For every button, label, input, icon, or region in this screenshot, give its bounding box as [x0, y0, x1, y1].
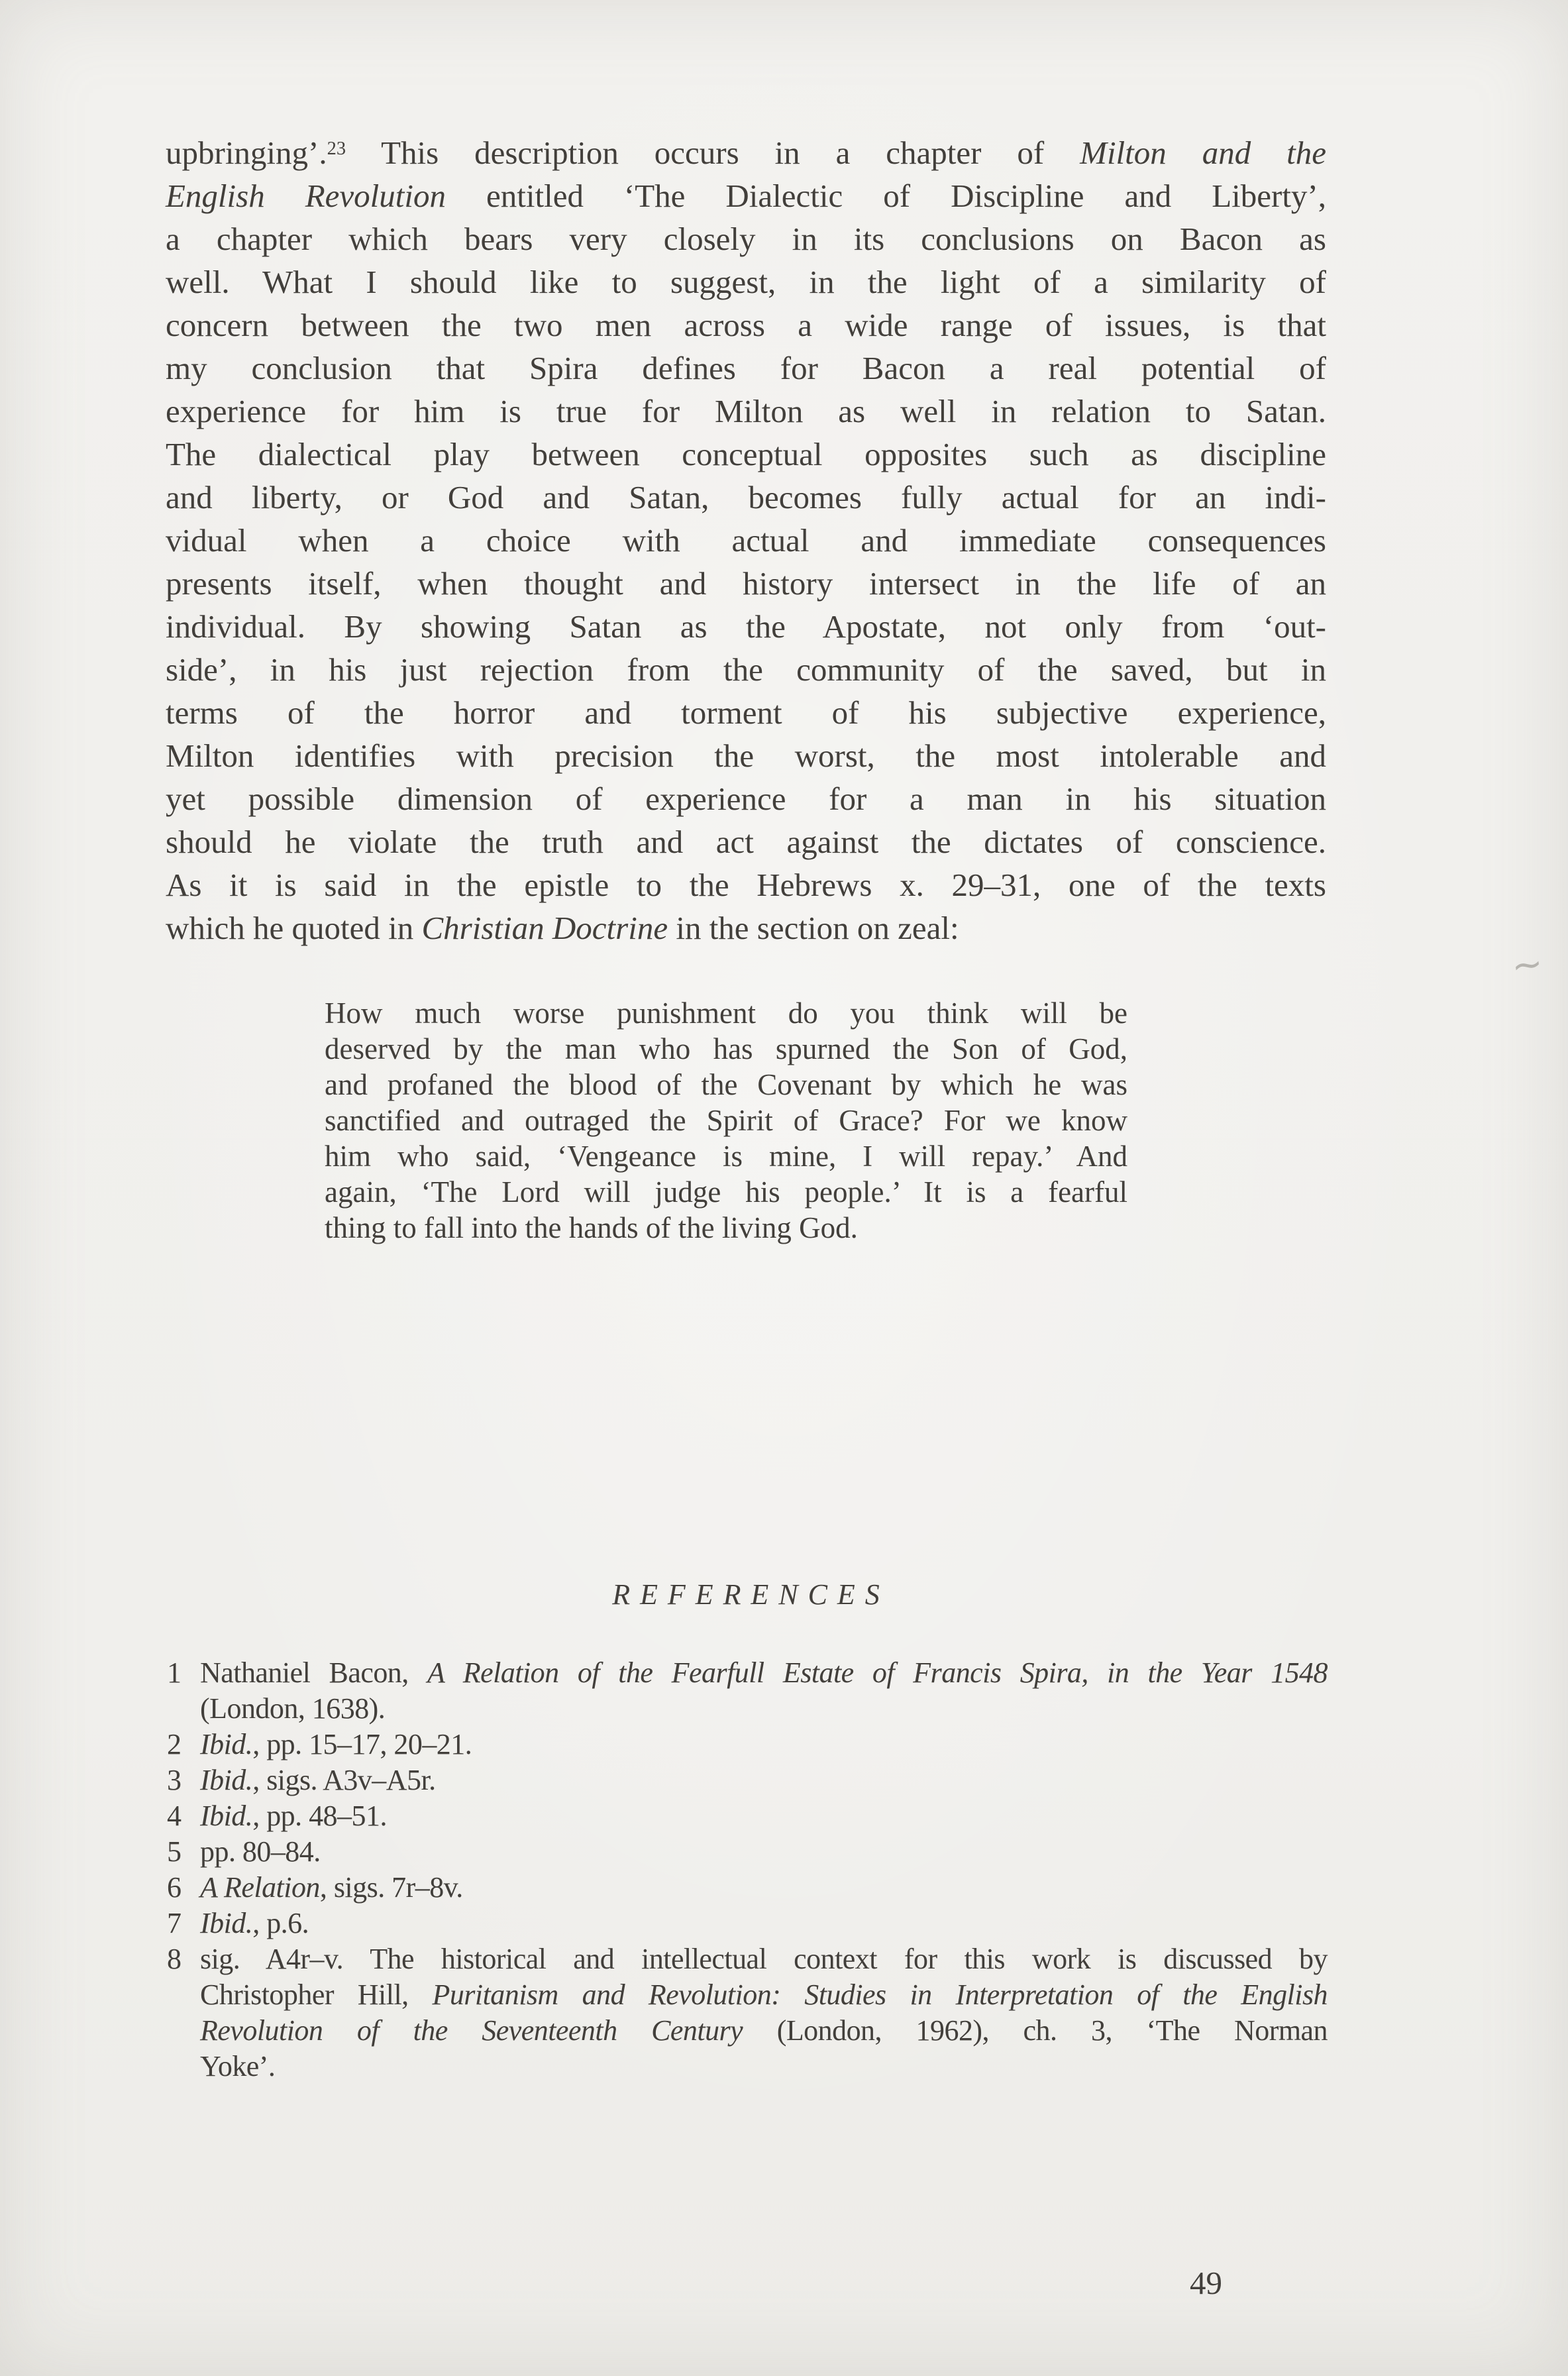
italic-text: Puritanism and Revolution: Studies in Interpretation of the English	[432, 1978, 1328, 2011]
text-line	[166, 648, 1326, 691]
reference-number: 3	[167, 1764, 182, 1796]
reference-item	[167, 1834, 1328, 1870]
text-line	[166, 174, 1326, 217]
reference-text	[200, 1870, 1328, 1906]
text-line	[166, 303, 1326, 347]
italic-text: Christian Doctrine	[421, 910, 668, 946]
main-paragraph	[166, 131, 1326, 949]
text-line	[166, 863, 1326, 906]
text-run: sig. A4r–v. The historical and intellectual context for this work is discussed by	[200, 1943, 1328, 1975]
text-run: terms of the horror and torment of his subjective experience,	[166, 694, 1326, 731]
text-line	[200, 1870, 1328, 1906]
text-line	[200, 1977, 1328, 2013]
text-line	[166, 562, 1326, 605]
italic-text: Ibid.	[200, 1764, 253, 1796]
text-run: , sigs. A3v–A5r.	[252, 1764, 436, 1796]
reference-number: 7	[167, 1907, 182, 1939]
italic-text: Milton and the	[1080, 135, 1326, 171]
reference-text	[200, 1798, 1328, 1834]
text-run: , pp. 15–17, 20–21.	[252, 1728, 472, 1760]
reference-number: 2	[167, 1728, 182, 1760]
reference-text	[200, 1762, 1328, 1798]
text-run: How much worse punishment do you think will be	[325, 997, 1127, 1030]
text-run: well. What I should like to suggest, in the light of a similarity of	[166, 264, 1326, 300]
italic-text: Ibid.	[200, 1800, 253, 1832]
text-line	[166, 347, 1326, 390]
text-run: pp. 80–84.	[200, 1835, 321, 1868]
reference-text	[200, 1727, 1328, 1762]
text-run: presents itself, when thought and history intersect in the life of an	[166, 565, 1326, 602]
italic-text: A Relation	[200, 1871, 320, 1904]
text-line	[200, 1655, 1328, 1691]
text-run: in the section on zeal:	[668, 910, 959, 946]
text-run: upbringing’.	[166, 135, 327, 171]
text-run: entitled ‘The Dialectic of Discipline and Liberty’,	[446, 178, 1326, 214]
reference-item	[167, 1870, 1328, 1906]
reference-item	[167, 1798, 1328, 1834]
text-line	[200, 1798, 1328, 1834]
text-line	[166, 476, 1326, 519]
block-quote	[325, 995, 1127, 1246]
text-run: thing to fall into the hands of the living God.	[325, 1211, 858, 1244]
text-line	[166, 605, 1326, 648]
reference-item	[167, 1906, 1328, 1941]
text-line	[325, 1138, 1127, 1174]
text-run: Milton identifies with precision the worst, the most intolerable and	[166, 737, 1326, 774]
text-run: sanctified and outraged the Spirit of Grace? For we know	[325, 1104, 1127, 1137]
text-line	[166, 820, 1326, 863]
text-line	[200, 1691, 1328, 1727]
text-line	[166, 260, 1326, 303]
reference-text	[200, 1941, 1328, 2084]
text-line	[166, 131, 1326, 174]
text-line	[325, 1031, 1127, 1067]
text-run: vidual when a choice with actual and immediate consequences	[166, 522, 1326, 559]
page-number: 49	[1190, 2265, 1222, 2301]
reference-item	[167, 1727, 1328, 1762]
references-list	[167, 1655, 1328, 2084]
text-line	[325, 1067, 1127, 1103]
reference-item	[167, 1762, 1328, 1798]
reference-number: 6	[167, 1871, 182, 1904]
text-line	[166, 777, 1326, 820]
reference-text	[200, 1834, 1328, 1870]
text-run: , pp. 48–51.	[252, 1800, 387, 1832]
text-run: a chapter which bears very closely in its conclusions on Bacon as	[166, 221, 1326, 257]
text-line	[166, 906, 1326, 949]
italic-text: Ibid.	[200, 1907, 253, 1939]
text-line	[200, 2013, 1328, 2049]
text-run: concern between the two men across a wide range of issues, is that	[166, 307, 1326, 343]
italic-text: English Revolution	[166, 178, 446, 214]
text-run: him who said, ‘Vengeance is mine, I will repay.’ And	[325, 1140, 1127, 1173]
text-run: , sigs. 7r–8v.	[319, 1871, 463, 1904]
reference-text	[200, 1906, 1328, 1941]
references-heading: REFERENCES	[612, 1578, 890, 1611]
text-run: deserved by the man who has spurned the Son of God,	[325, 1032, 1127, 1065]
text-line	[325, 1174, 1127, 1210]
text-run: should he violate the truth and act against the dictates of conscience.	[166, 824, 1326, 860]
text-line	[200, 1834, 1328, 1870]
text-run: , p.6.	[252, 1907, 309, 1939]
text-run: Yoke’.	[200, 2050, 276, 2082]
text-line	[166, 691, 1326, 734]
italic-text: A Relation of the Fearfull Estate of Francis Spira, in the Year 1548	[427, 1656, 1328, 1689]
reference-text	[200, 1655, 1328, 1727]
text-line	[166, 433, 1326, 476]
footnote-number: 23	[327, 138, 346, 160]
text-run: Nathaniel Bacon,	[200, 1656, 427, 1689]
reference-number: 8	[167, 1943, 182, 1975]
pencil-squiggle-mark: ~	[1509, 942, 1545, 989]
text-run: yet possible dimension of experience for a man in his situation	[166, 781, 1326, 817]
text-run: As it is said in the epistle to the Hebrews x. 29–31, one of the texts	[166, 867, 1326, 903]
reference-number: 1	[167, 1656, 182, 1689]
text-line	[200, 1941, 1328, 1977]
text-run: my conclusion that Spira defines for Bacon a real potential of	[166, 350, 1326, 386]
text-line	[325, 1210, 1127, 1246]
text-run: individual. By showing Satan as the Apostate, not only from ‘out-	[166, 608, 1326, 645]
text-line	[325, 1103, 1127, 1138]
text-line	[325, 995, 1127, 1031]
text-run: experience for him is true for Milton as well in relation to Satan.	[166, 393, 1326, 429]
italic-text: Ibid.	[200, 1728, 253, 1760]
text-run: side’, in his just rejection from the community of the saved, but in	[166, 651, 1326, 688]
text-line	[166, 734, 1326, 777]
text-run: Christopher Hill,	[200, 1978, 433, 2011]
text-line	[200, 1906, 1328, 1941]
text-run: and profaned the blood of the Covenant by which he was	[325, 1068, 1127, 1101]
reference-item	[167, 1941, 1328, 2084]
reference-number: 5	[167, 1835, 182, 1868]
text-run: and liberty, or God and Satan, becomes fully actual for an indi-	[166, 479, 1326, 515]
text-line	[200, 1762, 1328, 1798]
reference-item	[167, 1655, 1328, 1727]
text-line	[200, 1727, 1328, 1762]
text-run: which he quoted in	[166, 910, 422, 946]
text-run: (London, 1962), ch. 3, ‘The Norman	[743, 2014, 1328, 2047]
italic-text: Revolution of the Seventeenth Century	[200, 2014, 743, 2047]
text-line	[166, 390, 1326, 433]
text-line	[166, 519, 1326, 562]
text-run: This description occurs in a chapter of	[346, 135, 1080, 171]
text-run: (London, 1638).	[200, 1692, 386, 1725]
text-run: again, ‘The Lord will judge his people.’ It is a fearful	[325, 1175, 1127, 1209]
text-line	[166, 217, 1326, 260]
text-line	[200, 2049, 1328, 2084]
text-run: The dialectical play between conceptual opposites such as discipline	[166, 436, 1326, 472]
reference-number: 4	[167, 1800, 182, 1832]
